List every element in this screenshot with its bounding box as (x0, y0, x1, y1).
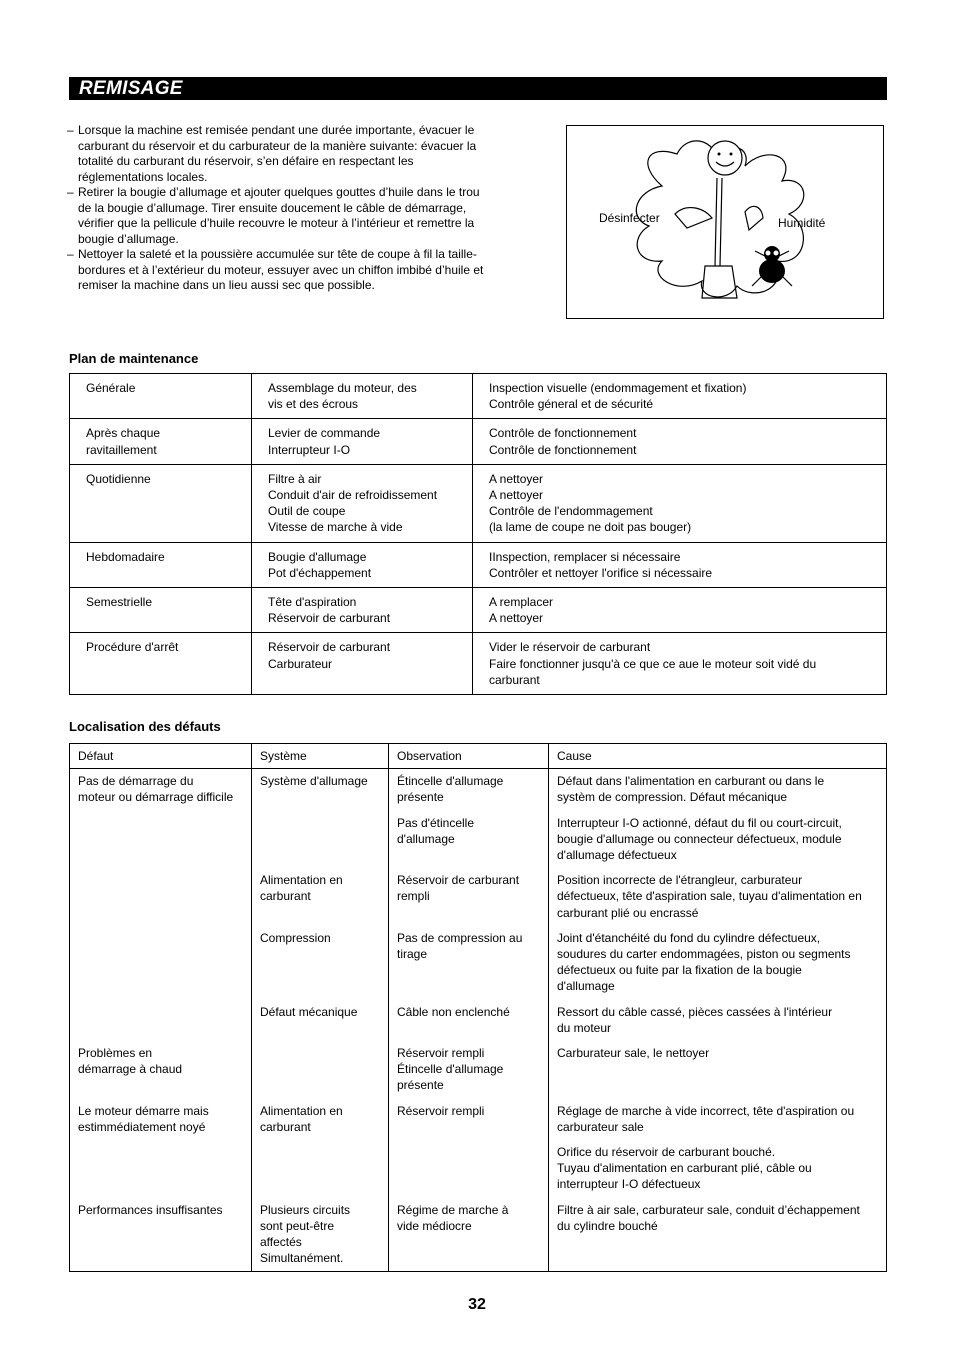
instruction-line: vérifier que la pellicule d’huile recouvre le moteur à l’intérieur et remettre la (78, 216, 475, 230)
insect-body (759, 259, 785, 283)
maintenance-part: Carburateur (268, 656, 333, 671)
fault-table (69, 743, 887, 1272)
maintenance-action: Faire fonctionner jusqu'à ce que ce aue le moteur soit vidé du (489, 656, 817, 671)
maintenance-action: Vider le réservoir de carburant (489, 640, 651, 655)
fault-row (70, 769, 887, 811)
fault-observation: Étincelle d'allumage (397, 774, 504, 789)
fault-defaut: moteur ou démarrage difficile (78, 790, 234, 805)
maintenance-part: Levier de commande (268, 426, 381, 441)
fault-cause: Orifice du réservoir de carburant bouché. (557, 1145, 776, 1160)
fault-observation: Câble non enclenché (397, 1004, 510, 1019)
storage-illustration (566, 125, 884, 319)
smiley-face (708, 141, 742, 175)
fault-defaut: Problèmes en (78, 1046, 153, 1061)
maintenance-action: A nettoyer (489, 611, 544, 626)
fault-systeme: Alimentation en (260, 873, 343, 888)
fault-observation: Pas de compression au (397, 930, 523, 945)
label-humidity: Humidité (778, 216, 826, 230)
fault-observation: Réservoir rempli (397, 1103, 485, 1118)
faults-heading: Localisation des défauts (69, 719, 221, 734)
maintenance-period-cell (70, 588, 252, 633)
fault-cause: défectueux ou fuite par la fixation de la bougie (557, 963, 802, 978)
fault-systeme: carburant (260, 1119, 311, 1134)
maintenance-part: Réservoir de carburant (268, 640, 391, 655)
fault-observation: présente (397, 790, 444, 805)
fault-systeme: carburant (260, 889, 311, 904)
maintenance-action: (la lame de coupe ne doit pas bouger) (489, 520, 692, 535)
fault-cause: Position incorrecte de l'étrangleur, carburateur (557, 873, 803, 888)
fault-observation-cell (389, 1140, 549, 1198)
fault-systeme-cell (252, 1000, 389, 1041)
instruction-item (69, 185, 529, 247)
maintenance-period: Après chaque (86, 426, 161, 441)
maintenance-table (69, 373, 887, 695)
maintenance-part: Outil de coupe (268, 504, 346, 519)
instruction-line: réglementations locales. (78, 169, 208, 184)
header-systeme: Système (252, 744, 389, 769)
maintenance-heading: Plan de maintenance (69, 351, 199, 366)
fault-cause: d'allumage défectueux (557, 848, 677, 863)
fault-defaut-cell (70, 811, 252, 869)
maintenance-part-cell (252, 542, 473, 587)
maintenance-action: Contrôle géneral et de sécurité (489, 397, 654, 412)
fault-systeme: Défaut mécanique (260, 1004, 358, 1019)
fault-systeme: sont peut-être (260, 1218, 335, 1233)
fault-observation-cell (389, 1099, 549, 1140)
fault-cause: Réglage de marche à vide incorrect, tête d'aspiration ou (557, 1103, 855, 1118)
eye (774, 251, 779, 256)
fault-systeme-cell (252, 769, 389, 811)
fault-observation-cell (389, 1000, 549, 1041)
maintenance-period: Semestrielle (86, 595, 153, 610)
maintenance-action: IInspection, remplacer si nécessaire (489, 549, 681, 564)
fault-row (70, 1000, 887, 1041)
maintenance-part: vis et des écrous (268, 397, 359, 412)
maintenance-period: Générale (86, 381, 136, 395)
instruction-line: carburant du réservoir et du carburateur de la manière suivante: évacuer la (78, 138, 477, 153)
maintenance-row (70, 374, 887, 419)
maintenance-part-cell (252, 588, 473, 633)
fault-defaut-cell (70, 868, 252, 926)
maintenance-row (70, 588, 887, 633)
maintenance-row (70, 464, 887, 542)
maintenance-period-cell (70, 419, 252, 464)
fault-row (70, 1198, 887, 1272)
hand-left (675, 208, 712, 228)
fault-cause: Carburateur sale, le nettoyer (557, 1046, 710, 1061)
shaft (715, 178, 717, 266)
maintenance-part-cell (252, 419, 473, 464)
fault-defaut-cell (70, 926, 252, 1000)
fault-systeme: Simultanément. (260, 1251, 344, 1266)
maintenance-action: Contrôle de fonctionnement (489, 442, 637, 457)
fault-observation-cell (389, 769, 549, 811)
fault-cause: Ressort du câble cassé, pièces cassées à l'intérieur (557, 1004, 833, 1019)
fault-observation-cell (389, 868, 549, 926)
fault-defaut-cell (70, 1198, 252, 1272)
maintenance-action: A nettoyer (489, 471, 544, 486)
fault-defaut: estimmédiatement noyé (78, 1119, 206, 1134)
fault-systeme: Compression (260, 930, 331, 945)
fault-cause: carburant plié ou encrassé (557, 905, 699, 920)
fault-cause: Filtre à air sale, carburateur sale, conduit d’échappement (557, 1202, 860, 1217)
maintenance-part-cell (252, 374, 473, 419)
fault-cause: Tuyau d'alimentation en carburant plié, câble ou (557, 1161, 812, 1176)
maintenance-action: Contrôler et nettoyer l'orifice si nécessaire (489, 565, 713, 580)
eye (730, 153, 733, 156)
fault-systeme-cell (252, 926, 389, 1000)
instruction-line: totalité du carburant du réservoir, s’en défaire en respectant les (78, 154, 414, 168)
maintenance-action-cell (473, 419, 887, 464)
fault-systeme: Alimentation en (260, 1103, 343, 1118)
fault-cause: interrupteur I-O défectueux (557, 1177, 701, 1192)
page-number: 32 (468, 1296, 486, 1313)
maintenance-action-cell (473, 588, 887, 633)
fault-defaut: Le moteur démarre mais (78, 1103, 209, 1118)
fault-cause: d'allumage (557, 979, 615, 994)
maintenance-action-cell (473, 633, 887, 695)
maintenance-action: Contrôle de fonctionnement (489, 426, 637, 441)
maintenance-period: Quotidienne (86, 471, 151, 486)
fault-observation-cell (389, 926, 549, 1000)
maintenance-period-cell (70, 464, 252, 542)
fault-cause: carburateur sale (557, 1119, 644, 1134)
fault-systeme-cell (252, 1041, 389, 1099)
fault-cause: défectueux, tête d'aspiration sale, tuyau d'alimentation en (557, 889, 862, 904)
fault-systeme-cell (252, 811, 389, 869)
instruction-line: – Retirer la bougie d’allumage et ajouter quelques gouttes d’huile dans le trou (78, 185, 480, 199)
maintenance-action: Inspection visuelle (endommagement et fixation) (489, 381, 747, 395)
maintenance-action-cell (473, 464, 887, 542)
maintenance-action-cell (473, 374, 887, 419)
fault-defaut-cell (70, 1099, 252, 1140)
fault-row (70, 1041, 887, 1099)
fault-observation: Réservoir de carburant (397, 873, 520, 888)
fault-cause: soudures du carter endommagées, piston ou segments (557, 947, 851, 962)
maintenance-part: Réservoir de carburant (268, 611, 391, 626)
fault-table-header (70, 744, 887, 769)
maintenance-period: Hebdomadaire (86, 549, 165, 564)
header-observation: Observation (389, 744, 549, 769)
fault-systeme: Plusieurs circuits (260, 1202, 351, 1217)
fault-cause-cell (549, 1140, 887, 1198)
maintenance-part: Bougie d'allumage (268, 549, 367, 564)
maintenance-part: Pot d'échappement (268, 565, 372, 580)
fault-observation-cell (389, 1041, 549, 1099)
fault-row (70, 811, 887, 869)
fault-cause-cell (549, 868, 887, 926)
instruction-line: bougie d’allumage. (78, 231, 179, 246)
maintenance-row (70, 542, 887, 587)
fault-systeme: affectés (260, 1235, 302, 1250)
storage-instructions (69, 123, 529, 294)
fault-cause-cell (549, 811, 887, 869)
section-title-bar (69, 77, 887, 100)
instruction-line: – Nettoyer la saleté et la poussière accumulée sur tête de coupe à fil la taille- (78, 247, 477, 261)
fault-observation: tirage (397, 947, 428, 962)
header-cause: Cause (549, 744, 887, 769)
fault-observation: Pas d'étincelle (397, 815, 475, 830)
maintenance-action-cell (473, 542, 887, 587)
maintenance-action: Contrôle de l'endommagement (489, 504, 653, 519)
fault-observation: d'allumage (397, 831, 455, 846)
fault-row (70, 1140, 887, 1198)
maintenance-action: A nettoyer (489, 488, 544, 503)
maintenance-row (70, 633, 887, 695)
fault-cause: Défaut dans l'alimentation en carburant ou dans le (557, 774, 825, 789)
instruction-line: remiser la machine dans un lieu aussi sec que possible. (78, 278, 375, 292)
fault-cause-cell (549, 926, 887, 1000)
fault-observation-cell (389, 1198, 549, 1272)
maintenance-period: Procédure d'arrêt (86, 640, 179, 655)
instruction-item (69, 123, 529, 185)
fault-systeme-cell (252, 1099, 389, 1140)
fault-cause: Interrupteur I-O actionné, défaut du fil ou court-circuit, (557, 815, 842, 830)
maintenance-part: Vitesse de marche à vide (268, 520, 403, 535)
instruction-line: bordures et à l’extérieur du moteur, essuyer avec un chiffon imbibé d’huile et (78, 262, 484, 277)
fault-observation: Étincelle d'allumage (397, 1062, 504, 1077)
maintenance-part-cell (252, 464, 473, 542)
maintenance-action: carburant (489, 672, 540, 687)
eye (766, 251, 771, 256)
instruction-line: de la bougie d’allumage. Tirer ensuite doucement le câble de démarrage, (78, 200, 467, 215)
maintenance-period-cell (70, 374, 252, 419)
fault-defaut-cell (70, 1140, 252, 1198)
maintenance-action: A remplacer (489, 595, 554, 610)
fault-observation: Régime de marche à (397, 1202, 509, 1217)
maintenance-row (70, 419, 887, 464)
fault-systeme-cell (252, 868, 389, 926)
maintenance-part: Conduit d'air de refroidissement (268, 488, 438, 503)
maintenance-part: Assemblage du moteur, des (268, 381, 417, 395)
fault-observation: vide médiocre (397, 1218, 472, 1233)
fault-observation: Réservoir rempli (397, 1046, 485, 1061)
fault-defaut: démarrage à chaud (78, 1062, 183, 1077)
fault-cause-cell (549, 769, 887, 811)
fault-cause-cell (549, 1000, 887, 1041)
fault-defaut-cell (70, 769, 252, 811)
fault-row (70, 926, 887, 1000)
hand-right (745, 206, 763, 230)
maintenance-period-cell (70, 633, 252, 695)
maintenance-part: Interrupteur I-O (268, 442, 351, 457)
fault-systeme: Système d'allumage (260, 774, 368, 789)
fault-cause: du cylindre bouché (557, 1218, 658, 1233)
fault-systeme-cell (252, 1198, 389, 1272)
fault-cause: du moteur (557, 1020, 612, 1035)
shaft (720, 178, 722, 266)
fault-defaut-cell (70, 1041, 252, 1099)
fault-cause-cell (549, 1099, 887, 1140)
maintenance-period-cell (70, 542, 252, 587)
fault-defaut: Performances insuffisantes (78, 1202, 223, 1217)
section-title: REMISAGE (79, 78, 183, 99)
maintenance-part-cell (252, 633, 473, 695)
fault-row (70, 868, 887, 926)
fault-cause-cell (549, 1198, 887, 1272)
fault-defaut-cell (70, 1000, 252, 1041)
fault-observation-cell (389, 811, 549, 869)
fault-defaut: Pas de démarrage du (78, 774, 194, 789)
fault-cause: Joint d'étanchéité du fond du cylindre défectueux, (557, 930, 821, 945)
label-disinfect: Désinfecter (599, 211, 660, 225)
fault-observation: rempli (397, 889, 430, 904)
instruction-line: – Lorsque la machine est remisée pendant une durée importante, évacuer le (78, 123, 475, 137)
maintenance-period: ravitaillement (86, 442, 157, 457)
fault-cause: systèm de compression. Défaut mécanique (557, 790, 788, 805)
eye (718, 153, 721, 156)
engine (702, 266, 737, 298)
fault-systeme-cell (252, 1140, 389, 1198)
instruction-item (69, 247, 529, 294)
fault-row (70, 1099, 887, 1140)
header-defaut: Défaut (70, 744, 252, 769)
maintenance-part: Tête d'aspiration (268, 595, 357, 610)
fault-cause-cell (549, 1041, 887, 1099)
fault-observation: présente (397, 1078, 444, 1093)
maintenance-part: Filtre à air (268, 471, 322, 486)
fault-cause: bougie d'allumage ou connecteur défectueux, module (557, 831, 842, 846)
